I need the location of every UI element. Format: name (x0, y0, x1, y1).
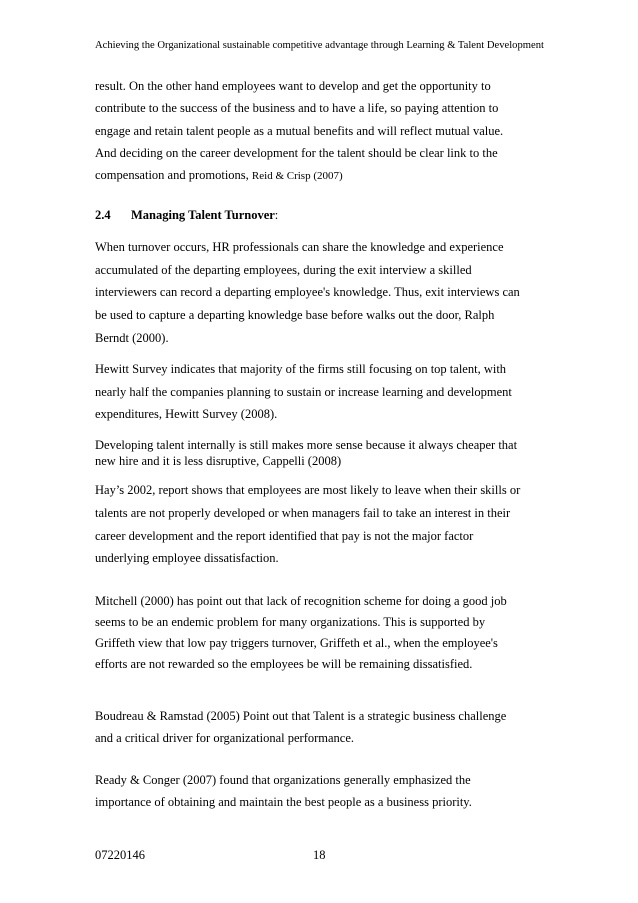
paragraph-line: Developing talent internally is still makes more sense because it always cheaper that (95, 438, 518, 452)
intro-line-last (95, 168, 343, 183)
paragraph-line: expenditures, Hewitt Survey (2008). (95, 407, 278, 421)
paragraph-line: underlying employee dissatisfaction. (95, 551, 279, 565)
paragraph-line: Boudreau & Ramstad (2005) Point out that Talent is a strategic business challenge (95, 709, 507, 723)
paragraph-line: interviewers can record a departing employee's knowledge. Thus, exit interviews can (95, 285, 520, 299)
paragraph-line: efforts are not rewarded so the employees be will be remaining dissatisfied. (95, 657, 473, 671)
intro-line: result. On the other hand employees want to develop and get the opportunity to (95, 79, 491, 93)
paragraph-line: accumulated of the departing employees, during the exit interview a skilled (95, 263, 472, 277)
paragraph-line: and a critical driver for organizational performance. (95, 731, 355, 745)
paragraph-line: career development and the report identified that pay is not the major factor (95, 529, 474, 543)
paragraph-line: importance of obtaining and maintain the best people as a business priority. (95, 795, 472, 809)
running-header: Achieving the Organizational sustainable competitive advantage through Learning & Talent Development (95, 40, 544, 51)
paragraph-line: Mitchell (2000) has point out that lack of recognition scheme for doing a good job (95, 594, 507, 608)
section-number: 2.4 (95, 208, 111, 222)
intro-line: And deciding on the career development for the talent should be clear link to the (95, 146, 498, 160)
paragraph-line: When turnover occurs, HR professionals can share the knowledge and experience (95, 240, 504, 254)
paragraph-line: Berndt (2000). (95, 331, 169, 345)
paragraph-line: new hire and it is less disruptive, Cappelli (2008) (95, 454, 342, 468)
paragraph-line: Hewitt Survey indicates that majority of the firms still focusing on top talent, with (95, 362, 507, 376)
section-title-suffix: : (274, 208, 279, 222)
footer-page-number: 18 (313, 848, 326, 862)
intro-citation: Reid & Crisp (2007) (251, 170, 343, 182)
intro-text: compensation and promotions, (95, 168, 249, 182)
paragraph-line: nearly half the companies planning to sustain or increase learning and development (95, 385, 512, 399)
footer-student-id: 07220146 (95, 848, 145, 862)
intro-line: contribute to the success of the business and to have a life, so paying attention to (95, 101, 499, 115)
paragraph-line: talents are not properly developed or when managers fail to take an interest in their (95, 506, 511, 520)
paragraph-line: Griffeth view that low pay triggers turnover, Griffeth et al., when the employee's (95, 636, 498, 650)
section-title (131, 208, 278, 223)
paragraph-line: be used to capture a departing knowledge base before walks out the door, Ralph (95, 308, 495, 322)
paragraph-line: seems to be an endemic problem for many organizations. This is supported by (95, 615, 486, 629)
intro-line: engage and retain talent people as a mutual benefits and will reflect mutual value. (95, 124, 504, 138)
paragraph-line: Hay’s 2002, report shows that employees are most likely to leave when their skills or (95, 483, 521, 497)
paragraph-line: Ready & Conger (2007) found that organizations generally emphasized the (95, 773, 471, 787)
section-title-text: Managing Talent Turnover (131, 208, 275, 222)
